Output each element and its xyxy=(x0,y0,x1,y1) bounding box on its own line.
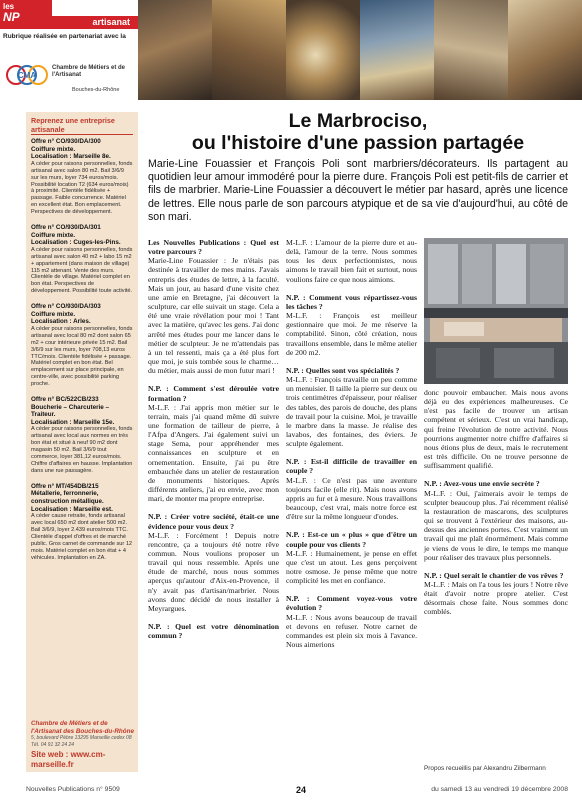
article-headline xyxy=(148,110,568,154)
interview-answer: M-L.F. : Forcément ! Depuis notre rencontre, ça a toujours été notre rêve commun. Nous voulions proposer un travail qui nous ressemble. Après une étude de marché, nous nous sommes aperçus qu'autour d'Aix-en-Provence, il n'y avait pas d'artisan/marbrier. Nous avons donc décidé de nous installer à Meyrargues. xyxy=(148,530,279,613)
interview-block xyxy=(148,238,279,375)
article-signoff: Propos recueillis par Alexandru Zilbermann xyxy=(424,765,546,772)
offer-activity: Boucherie – Charcuterie – Traiteur. xyxy=(31,403,110,419)
sidebar-address: 5, boulevard Pèbre 13295 Marseille cedex 08 Tél. 04 91 32 24 24 xyxy=(31,735,132,748)
cma-logo xyxy=(6,63,48,87)
interview-question: N.P. : Avez-vous une envie secrète ? xyxy=(424,479,540,489)
offer-item xyxy=(31,224,133,295)
interview-question: N.P. : Comment voyez-vous votre évolution ? xyxy=(286,594,417,613)
article-lead: Marie-Line Fouassier et François Poli sont marbriers/décorateurs. Ils partagent au quotidien leur amour immodéré pour la pierre dure. François Poli est petit-fils de carrier et fils de marbrier. Marie-Line Fouassier a découvert le métier par hasard, après une licence de lettres. Elle nous parle de son parcours atypique et de sa vie d'aujourd'hui, au côté de son mari. xyxy=(148,158,568,223)
interview-block xyxy=(286,530,417,585)
offer-id: Offre n° MT/454DB/215 xyxy=(31,482,99,490)
offer-location: Localisation : Marseille est. xyxy=(31,505,113,513)
footer-publication: Nouvelles Publications n° 9509 xyxy=(26,786,120,793)
offer-activity: Métallerie, ferronnerie, construction métallique. xyxy=(31,490,104,505)
offer-location: Localisation : Marseille 8e. xyxy=(31,153,111,161)
header-photo-5 xyxy=(434,0,508,100)
footer-page-number: 24 xyxy=(296,785,307,795)
offer-item xyxy=(31,303,133,388)
interview-block xyxy=(286,238,417,284)
article-column-3 xyxy=(424,388,568,617)
headline-line-2: ou l'histoire d'une passion partagée xyxy=(191,132,525,154)
interview-question: N.P. : Quel est votre dénomination commun ? xyxy=(148,622,279,641)
interview-answer: M-L.F. : Oui, j'aimerais avoir le temps de sculpter beaucoup plus. J'ai récemment réalisé la restauration de mascarons, des sculptures qui se trouvent à l'extérieur des maisons, au-dessus des anciennes portes. C'est vraiment un travail qui me plaît énormément. Mais comme je viens de vous le dire, le temps me manque pour réaliser des travaux plus personnels. xyxy=(424,488,568,562)
offer-location: Localisation : Arles. xyxy=(31,318,91,326)
interview-question: N.P. : Est-il difficile de travailler en couple ? xyxy=(286,457,417,476)
interview-block xyxy=(286,366,417,448)
sidebar-title: Reprenez une entreprise artisanale xyxy=(31,116,133,135)
offer-item xyxy=(31,396,133,475)
interview-block xyxy=(424,479,568,561)
interview-block xyxy=(148,622,279,640)
interview-block xyxy=(286,594,417,649)
interview-block xyxy=(148,384,279,503)
header-photo-3 xyxy=(286,0,360,100)
header-photo-4 xyxy=(360,0,434,100)
offer-id: Offre n° CO/930/DA/303 xyxy=(31,303,101,311)
interview-block xyxy=(148,512,279,613)
offer-activity: Coiffure mixte. xyxy=(31,231,76,239)
interview-answer: M-L.F. : Mais on l'a tous les jours ! Notre rêve était d'avoir notre propre atelier. C'est désormais chose faite. Nous sommes donc comblés. xyxy=(424,579,568,617)
sidebar-offers xyxy=(26,112,138,772)
article-column-2 xyxy=(286,238,417,649)
partner-text: Rubrique réalisée en partenariat avec la xyxy=(3,33,126,40)
header-photo-2 xyxy=(212,0,286,100)
headline-line-1: Le Marbrociso, xyxy=(288,110,428,132)
interview-block xyxy=(286,293,417,357)
np-logo xyxy=(0,0,52,29)
offer-item xyxy=(31,483,133,562)
interview-answer: M-L.F. : J'ai appris mon métier sur le terrain, mais j'ai quand même dû suivre une formation de tailleur de pierre, à l'Afpa d'Angers. J'ai également suivi un stage Sema, pour appréhender mes connaissances en sculpture et en ornementation. Ensuite, j'ai pu être embauchée dans un atelier de restauration de monuments historiques. Après différents ateliers, j'ai eu envie, avec mon mari, de monter ma propre entreprise. xyxy=(148,402,279,504)
interview-question: N.P. : Quel serait le chantier de vos rêves ? xyxy=(424,570,564,580)
interview-answer: M-L.F. : L'amour de la pierre dure et au-delà, l'amour de la terre. Nous sommes tous les deux perfectionnistes, nous aimons le travail bien fait et surtout, nous voulions faire ce que nous aimions. xyxy=(286,238,417,284)
offer-id: Offre n° CO/930/DA/300 xyxy=(31,138,101,145)
offer-location: Localisation : Marseille 15e. xyxy=(31,418,115,426)
interview-question: Les Nouvelles Publications : Quel est votre parcours ? xyxy=(148,238,279,257)
interview-answer: M-L.F. : François est meilleur gestionnaire que moi. Je me réserve la comptabilité. Sinon, côté création, nous travaillons ensemble, dans le même atelier de 200 m2. xyxy=(286,311,417,357)
offer-id: Offre n° CO/930/DA/301 xyxy=(31,224,101,232)
interview-question: N.P. : Comment vous répartissez-vous les tâches ? xyxy=(286,292,417,311)
header-photo-1 xyxy=(138,0,212,100)
offer-activity: Coiffure mixte. xyxy=(31,145,76,153)
offer-item xyxy=(31,138,133,216)
interview-answer: Marie-Line Fouassier : Je n'étais pas destinée à travailler de mes mains. J'avais entrepris des études de lettre, à la faculté. Mais un jour, au hasard d'une visite chez une amie en Bretagne, j'ai découvert la sculpture, car elle suivait un stage. Cela a été une vraie révélation pour moi ! Tant avec la matière, qu'avec les gens. J'ai donc arrêté mes études pour me lancer dans le métier de sculpteur. Je ne m'attendais pas à un tel ressenti, mais ça a été plus fort que moi, je suis tombée sous le charme… du métier, mais aussi de mon futur mari ! xyxy=(148,256,279,376)
interview-answer: M-L.F. : Nous avons beaucoup de travail et devons en refuser. Notre carnet de commandes est plein six mois à l'avance. Nous aimerions xyxy=(286,612,417,650)
np-logo-np: NP xyxy=(3,10,20,24)
sidebar-footer xyxy=(31,720,135,770)
offer-activity: Coiffure mixte. xyxy=(31,310,76,318)
offer-body: A céder pour raisons personnelles, fonds artisanal avec local 80 m2 dont salon 65 m2 + cour intérieure privée 15 m2. Bail 3/6/9 sur les murs, loyer 708,13 euros TTC/mois. Clientèle fidélisée + passage. Matériel complet en bon état. Bel emplacement sur place principale, en centre-ville, avec possibilité parking proche. xyxy=(31,325,133,388)
offer-body: A céder pour raisons personnelles, fonds artisanal avec salon 80 m2. Bail 3/6/9 sur les murs, loyer 734 euros/mois. Possibilité location T2 (634 euros/mois) à proximité. Clientèle fidélisée + passage. Faible concurrence. Matériel en excellent état. Bon emplacement. Perspectives de développement. xyxy=(31,160,133,216)
np-logo-les: les xyxy=(3,2,15,11)
offer-body: A céder pour raisons personnelles, fonds artisanal avec local aux normes en très bon état et situé à neuf 90 m2 dont magasin 50 m2. Bail 3/6/9 tout commerce, loyer 381,12 euros/mois. Chiffre d'affaires en hausse. Implantation dans une rue passagère. xyxy=(31,426,133,474)
interview-answer: M-L.F. : Ce n'est pas une aventure toujours facile (elle rit). Mais nous avons appris au fur et à mesure. Nous travaillons beaucoup, c'est vrai, mais notre force est d'être sur la même longueur d'ondes. xyxy=(286,475,417,522)
interview-answer: M-L.F. : François travaille un peu comme un menuisier. Il taille la pierre sur deux ou trois centimètres d'épaisseur, pour réaliser des tables, des parois de douche, des plans de travail pour la cuisine. Moi, je travaille le marbre dans la masse. Je réalise des lavabos, des fontaines, des éviers. Je sculpte également. xyxy=(286,375,417,449)
header-photo-6 xyxy=(508,0,582,100)
header-photo-strip xyxy=(138,0,582,100)
offer-location: Localisation : Cuges-les-Pins. xyxy=(31,239,121,247)
page-header xyxy=(0,0,582,100)
footer-date: du samedi 13 au vendredi 19 décembre 2008 xyxy=(431,786,568,793)
interview-block xyxy=(424,571,568,617)
offer-body: A céder pour raisons personnelles, fonds artisanal avec salon 40 m2 + labo 15 m2 + appartement (dans maison de village) 115 m2 attenant. Vente des murs. Clientèle de village. Matériel complet en bon état. Perspectives de développement. Possibilité toute activité. xyxy=(31,246,133,295)
interview-question: N.P. : Comment s'est déroulée votre formation ? xyxy=(148,384,279,403)
interview-block xyxy=(286,457,417,521)
svg-text:CMA: CMA xyxy=(17,71,37,80)
interview-question: N.P. : Quelles sont vos spécialités ? xyxy=(286,365,400,375)
offer-body: A céder cause retraite, fonds artisanal avec local 650 m2 dont atelier 500 m2. Bail 3/6/9, loyer 2.439 euros/mois TTC. Clientèle d'appel d'offres et de marché public. Gros carnet de commande sur 12 mois. Matériel complet en bon état + 4 véhicules. Implantation en ZA. xyxy=(31,513,133,561)
interview-question: N.P. : Est-ce un « plus » que d'être un couple pour vos clients ? xyxy=(286,530,417,549)
partner-box xyxy=(0,29,138,100)
interview-question: N.P. : Créer votre société, était-ce une évidence pour vous deux ? xyxy=(148,512,279,531)
offer-id: Offre n° BC/522CB/233 xyxy=(31,396,99,404)
interview-answer: donc pouvoir embaucher. Mais nous avons déjà eu des expériences malheureuses. Ce n'est pas facile de trouver un artisan compétent et sérieux. C'est un vrai handicap, qui freine l'évolution de notre activité. Nous pourrions augmenter notre chiffre d'affaires si nous étions plus de deux, mais le recrutement est très difficile. On ne trouve personne de suffisamment qualifié. xyxy=(424,388,568,471)
cma-region: Bouches-du-Rhône xyxy=(72,87,120,93)
sidebar-website-link[interactable]: Site web : www.cm-marseille.fr xyxy=(31,750,106,769)
section-label: artisanat xyxy=(52,16,138,29)
cma-name: Chambre de Métiers et de l'Artisanat xyxy=(52,65,126,78)
sidebar-org-name: Chambre de Métiers et de l'Artisanat des Bouches-du-Rhône xyxy=(31,720,134,735)
kitchen-photo xyxy=(424,238,568,384)
interview-answer: M-L.F. : Humainement, je pense en effet que c'est un atout. Les gens perçoivent notre osmose. Je pense même que notre complicité les met en confiance. xyxy=(286,548,417,586)
page-footer xyxy=(26,786,572,797)
article-column-1 xyxy=(148,238,279,640)
interview-block xyxy=(424,388,568,470)
